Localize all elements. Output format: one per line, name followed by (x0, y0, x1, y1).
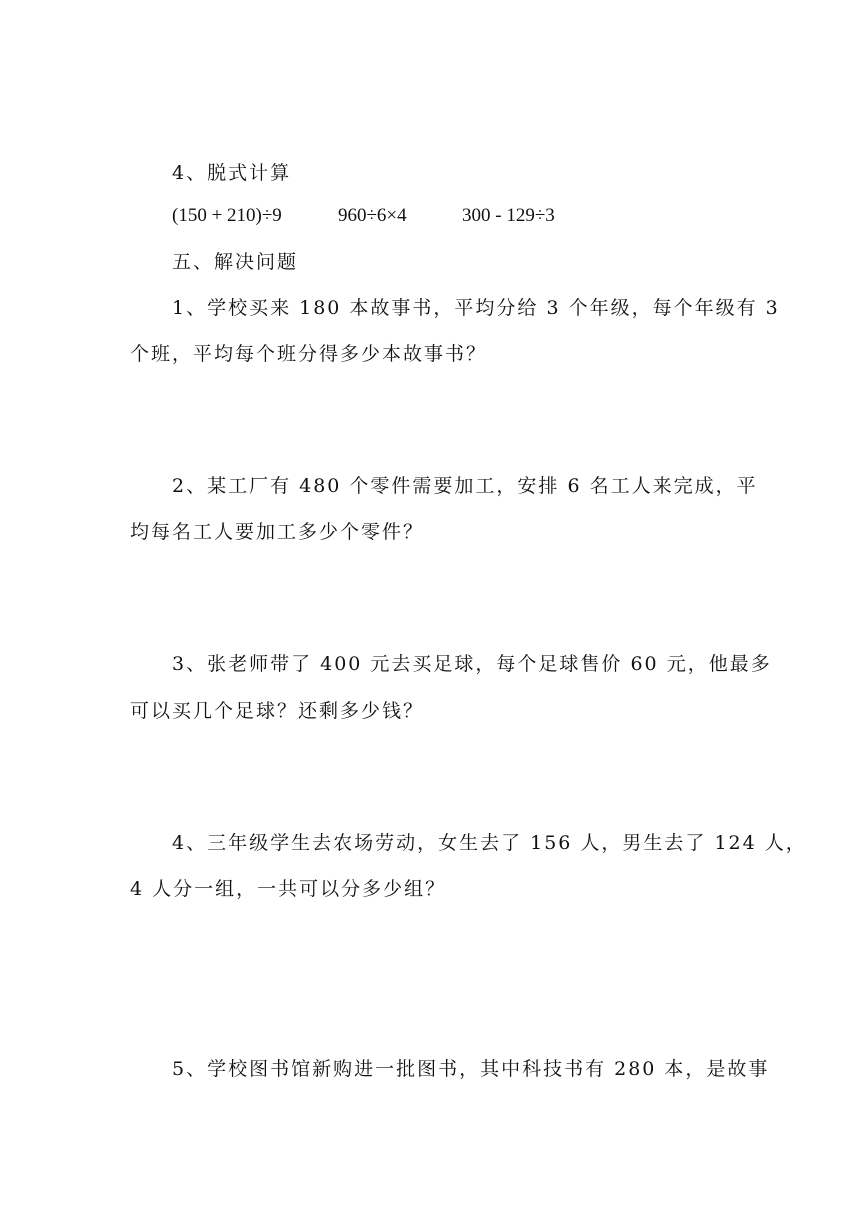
problem-2-line-2: 均每名工人要加工多少个零件？ (130, 521, 425, 543)
problem-2-line-1: 2、某工厂有 480 个零件需要加工，安排 6 名工人来完成，平 (172, 475, 758, 497)
problem-4-line-1: 4、三年级学生去农场劳动，女生去了 156 人，男生去了 124 人， (172, 832, 807, 854)
problem-5-line-1: 5、学校图书馆新购进一批图书，其中科技书有 280 本，是故事 (172, 1058, 770, 1080)
problem-1-line-2: 个班，平均每个班分得多少本故事书？ (130, 343, 488, 365)
section-5-heading: 五、解决问题 (172, 251, 299, 273)
problem-3-line-2: 可以买几个足球？还剩多少钱？ (130, 700, 425, 722)
expression-2: 960÷6×4 (338, 205, 407, 226)
section-4-heading: 4、脱式计算 (172, 162, 292, 184)
problem-1-line-1: 1、学校买来 180 本故事书，平均分给 3 个年级，每个年级有 3 (172, 297, 780, 319)
expression-1: (150 + 210)÷9 (172, 205, 282, 226)
problem-3-line-1: 3、张老师带了 400 元去买足球，每个足球售价 60 元，他最多 (172, 653, 772, 675)
expression-3: 300 - 129÷3 (462, 205, 555, 226)
problem-4-line-2: 4 人分一组，一共可以分多少组？ (130, 878, 447, 900)
